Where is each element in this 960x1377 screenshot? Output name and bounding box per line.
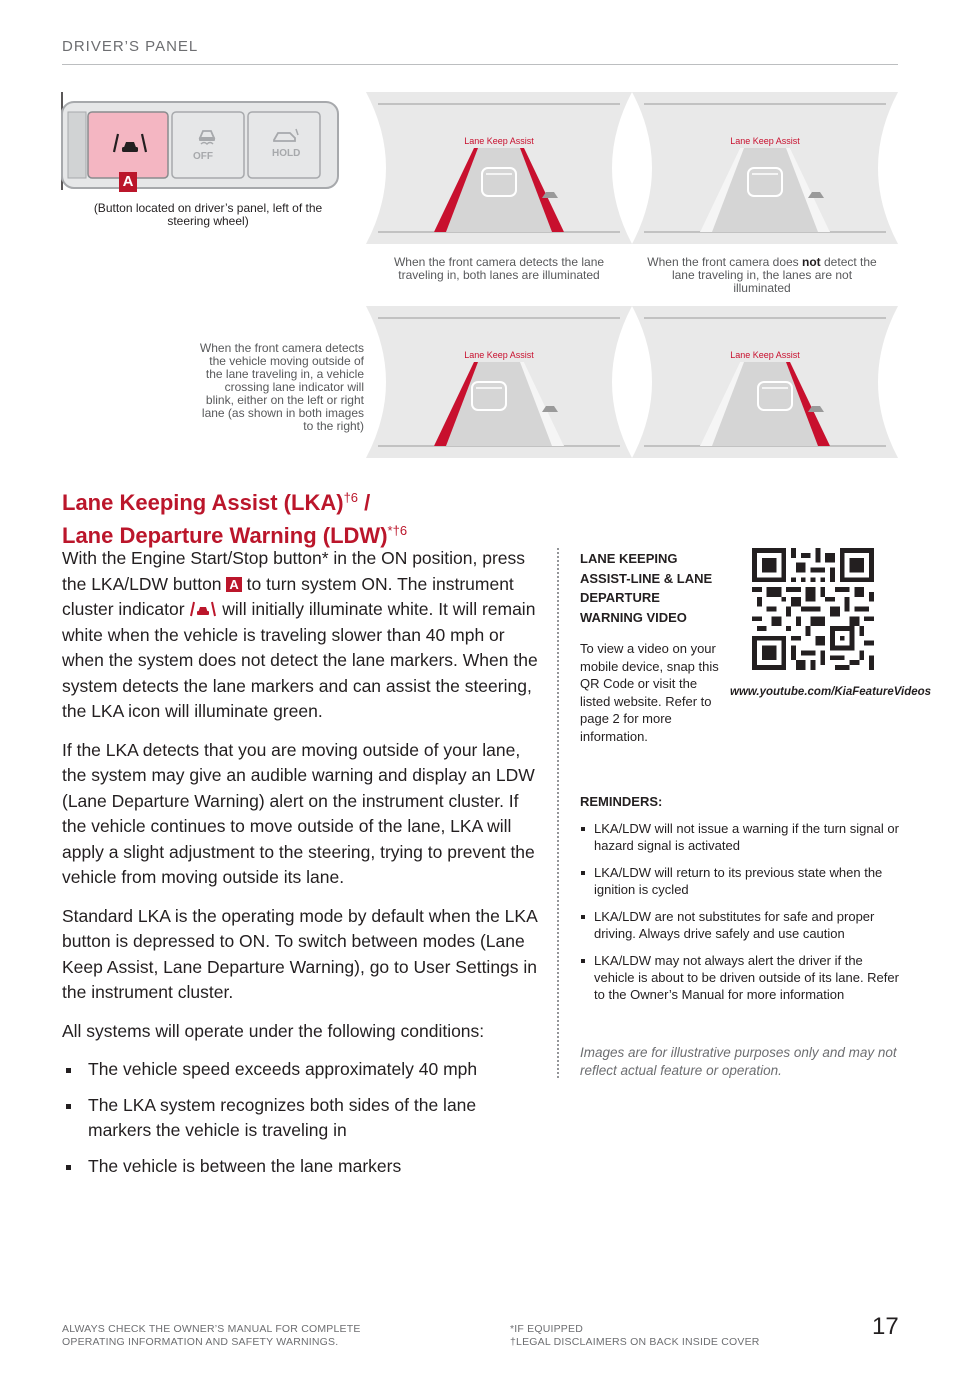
page-number: 17: [872, 1313, 899, 1340]
reminders-title: REMINDERS:: [580, 794, 663, 809]
video-title: LANE KEEPING ASSIST-LINE & LANE DEPARTURE WARNING VIDEO: [580, 551, 713, 625]
footer-mid-line1: *IF EQUIPPED: [510, 1323, 583, 1335]
caption-lanes-detected: When the front camera detects the lane traveling in, both lanes are illuminated: [393, 255, 605, 282]
list-item: The vehicle is between the lane markers: [62, 1154, 542, 1180]
footer-mid-line2: †LEGAL DISCLAIMERS ON BACK INSIDE COVER: [510, 1336, 760, 1348]
list-item: LKA/LDW are not substitutes for safe and proper driving. Always drive safely and use caution: [580, 908, 900, 942]
video-url-link[interactable]: www.youtube.com/KiaFeatureVideos: [730, 686, 932, 698]
cluster-screens-bottom-row: [366, 306, 898, 458]
caption-lanes-not-detected: [644, 256, 880, 295]
article-body: [62, 546, 542, 1189]
qr-code-icon[interactable]: [752, 548, 874, 670]
screen-label-1: Lane Keep Assist: [464, 136, 534, 146]
section-header: DRIVER’S PANEL: [62, 38, 199, 55]
column-divider: [557, 548, 559, 1078]
screen-lanes-not-lit: [632, 92, 898, 244]
cluster-screens-top-row: [366, 92, 898, 244]
list-item: LKA/LDW will return to its previous state when the ignition is cycled: [580, 864, 900, 898]
conditions-list: [62, 1057, 542, 1179]
screen-label-2: Lane Keep Assist: [730, 136, 800, 146]
callout-a-badge: A: [119, 172, 137, 192]
reminders-list: [580, 820, 900, 1013]
screen-label-4: Lane Keep Assist: [730, 350, 800, 360]
paragraph-4: All systems will operate under the following conditions:: [62, 1020, 485, 1041]
screen-right-lane-blink: [632, 306, 898, 458]
screen-both-lanes-lit: [366, 92, 632, 244]
p1-part-b: to turn system ON. The instrument cluster indicator: [62, 573, 514, 619]
video-description: To view a video on your mobile device, snap this QR Code or visit the listed website. Refer to page 2 for more information.: [580, 641, 719, 744]
footer-left: [62, 1323, 361, 1349]
paragraph-1: [62, 546, 542, 725]
title-line2: Lane Departure Warning (LDW): [62, 523, 388, 548]
footer-middle: [510, 1323, 760, 1349]
screen-left-lane-blink: [366, 306, 632, 458]
screen-label-3: Lane Keep Assist: [464, 350, 534, 360]
caption-bold-not: not: [802, 255, 821, 269]
traction-control-icon[interactable]: [195, 126, 219, 146]
list-item: The LKA system recognizes both sides of the lane markers the vehicle is traveling in: [62, 1093, 542, 1144]
list-item: LKA/LDW may not always alert the driver if the vehicle is about to be driven outside of its lane. Refer to the Owner’s Manual for more information: [580, 952, 900, 1003]
button-location-caption: (Button located on driver’s panel, left of the steering wheel): [93, 201, 323, 228]
title-line1-end: /: [358, 490, 371, 515]
auto-hold-icon[interactable]: [270, 126, 300, 146]
lka-button-icon[interactable]: [112, 130, 148, 154]
title-line1: Lane Keeping Assist (LKA): [62, 490, 344, 515]
p1-part-a: With the Engine Start/Stop button* in the ON position, press the LKA/LDW button: [62, 548, 526, 594]
lka-indicator-icon: [189, 599, 217, 617]
off-button-label: OFF: [193, 151, 213, 162]
title-line1-sup: †6: [343, 490, 359, 505]
footer-left-line2: OPERATING INFORMATION AND SAFETY WARNINGS.: [62, 1336, 339, 1348]
header-divider: [62, 64, 898, 65]
hold-button-label: HOLD: [272, 148, 301, 159]
paragraph-3: Standard LKA is the operating mode by default when the LKA button is depressed to ON. To switch between modes (Lane Keep Assist, Lane Departure Warning), go to User Settings in the instrument cluster.: [62, 905, 538, 1002]
paragraph-2: If the LKA detects that you are moving outside of your lane, the system may give an audible warning and display an LDW (Lane Departure Warning) alert on the instrument cluster. If the vehicle continues to move outside of the lane, LKA will apply a slight adjustment to the steering, trying to prevent the vehicle from moving outside its lane.: [62, 739, 535, 887]
article-title: [62, 484, 407, 550]
illustrative-disclaimer: Images are for illustrative purposes only and may not reflect actual feature or operation.: [580, 1045, 897, 1078]
callout-a-inline: A: [226, 577, 241, 592]
title-line2-sup: *†6: [387, 523, 408, 538]
list-item: LKA/LDW will not issue a warning if the turn signal or hazard signal is activated: [580, 820, 900, 854]
caption-pre: When the front camera does: [647, 255, 803, 269]
caption-moving-out: When the front camera detects the vehicle moving outside of the lane traveling in, a vehicle crossing lane indicator will blink, either on the left or right lane (as shown in both images to the right): [199, 341, 364, 433]
p1-part-c: will initially illuminate white. It will remain white when the vehicle is traveling slower than 40 mph or when the system does not detect the lane markers. When the system detects the lane markers and can assist the steering, the LKA icon will illuminate green.: [62, 599, 538, 721]
footer-left-line1: ALWAYS CHECK THE OWNER’S MANUAL FOR COMPLETE: [62, 1323, 361, 1335]
list-item: The vehicle speed exceeds approximately 40 mph: [62, 1057, 542, 1083]
caption-post: detect the lane traveling in, the lanes are not illuminated: [671, 255, 877, 295]
